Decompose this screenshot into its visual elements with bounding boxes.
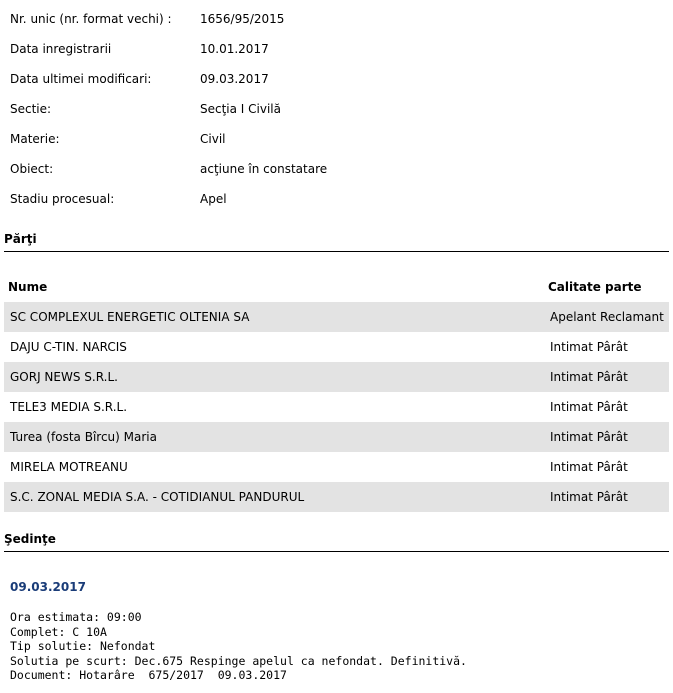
party-role: Intimat Pârât	[550, 490, 628, 504]
party-name: Turea (fosta Bîrcu) Maria	[10, 430, 157, 444]
hearing-detail-document: Document: Hotarâre 675/2017 09.03.2017	[10, 668, 287, 682]
hearings-section-title: Şedinţe	[4, 532, 669, 552]
case-info-table	[10, 4, 660, 214]
party-name: GORJ NEWS S.R.L.	[10, 370, 118, 384]
info-label: Data ultimei modificari:	[10, 72, 152, 86]
hearing-details	[10, 610, 467, 683]
info-row-obiect	[10, 154, 660, 184]
hearing-detail-ora: Ora estimata: 09:00	[10, 610, 142, 624]
info-row-data-modificari	[10, 64, 660, 94]
table-row	[4, 332, 669, 362]
party-role: Apelant Reclamant	[550, 310, 664, 324]
party-name: SC COMPLEXUL ENERGETIC OLTENIA SA	[10, 310, 250, 324]
column-header-role: Calitate parte	[548, 280, 642, 294]
info-row-data-inregistrarii	[10, 34, 660, 64]
parties-table-header	[4, 272, 669, 302]
hearing-date: 09.03.2017	[10, 580, 86, 594]
hearing-detail-tip-solutie: Tip solutie: Nefondat	[10, 639, 156, 653]
party-role: Intimat Pârât	[550, 370, 628, 384]
info-label: Data inregistrarii	[10, 42, 112, 56]
table-row	[4, 422, 669, 452]
info-value: 10.01.2017	[200, 42, 269, 56]
table-row	[4, 362, 669, 392]
info-row-sectie	[10, 94, 660, 124]
info-label: Materie:	[10, 132, 60, 146]
table-row	[4, 302, 669, 332]
info-value: Civil	[200, 132, 226, 146]
info-row-stadiu	[10, 184, 660, 214]
hearing-detail-solutia: Solutia pe scurt: Dec.675 Respinge apelul ca nefondat. Definitivă.	[10, 653, 467, 668]
party-name: DAJU C-TIN. NARCIS	[10, 340, 127, 354]
info-row-nr-unic	[10, 4, 660, 34]
info-value: 09.03.2017	[200, 72, 269, 86]
info-label: Sectie:	[10, 102, 52, 116]
info-value: 1656/95/2015	[200, 12, 285, 26]
parties-section-title: Părţi	[4, 232, 669, 252]
table-row	[4, 482, 669, 512]
party-role: Intimat Pârât	[550, 340, 628, 354]
parties-table	[4, 272, 669, 512]
info-value: Apel	[200, 192, 227, 206]
party-role: Intimat Pârât	[550, 430, 628, 444]
table-row	[4, 392, 669, 422]
column-header-name: Nume	[8, 280, 48, 294]
info-label: Stadiu procesual:	[10, 192, 115, 206]
info-label: Obiect:	[10, 162, 54, 176]
party-name: TELE3 MEDIA S.R.L.	[10, 400, 128, 414]
table-row	[4, 452, 669, 482]
hearing-detail-complet: Complet: C 10A	[10, 624, 107, 639]
info-value: Secţia I Civilă	[200, 102, 281, 116]
info-value: acţiune în constatare	[200, 162, 328, 176]
party-role: Intimat Pârât	[550, 400, 628, 414]
info-row-materie	[10, 124, 660, 154]
party-role: Intimat Pârât	[550, 460, 628, 474]
info-label: Nr. unic (nr. format vechi) :	[10, 12, 172, 26]
party-name: MIRELA MOTREANU	[10, 460, 128, 474]
party-name: S.C. ZONAL MEDIA S.A. - COTIDIANUL PANDURUL	[10, 490, 305, 504]
